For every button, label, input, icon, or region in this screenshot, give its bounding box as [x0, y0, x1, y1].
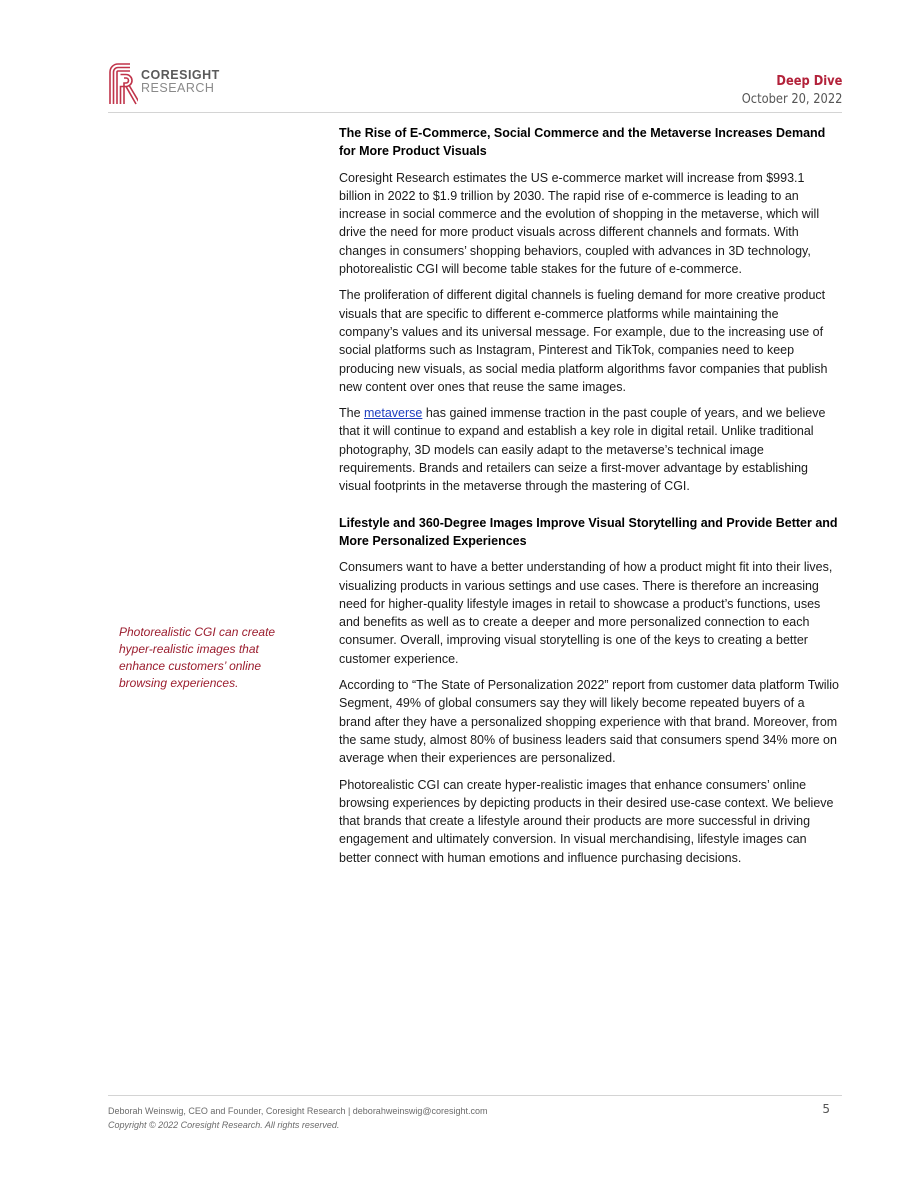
footer-author-line: Deborah Weinswig, CEO and Founder, Coresight Research | deborahweinswig@coresight.com — [108, 1106, 488, 1116]
coresight-logo-mark-icon — [108, 60, 138, 106]
paragraph-personalization-report: According to “The State of Personalization 2022” report from customer data platform Twilio Segment, 49% of global consumers say they will likely become repeated buyers of a brand after they have a personalized shopping experience with that brand. Moreover, from the same study, almost 80% of business leaders said that consumers spend 34% more on average when their experiences are personalized. — [339, 678, 840, 766]
metaverse-link[interactable]: metaverse — [364, 406, 423, 421]
paragraph-ecommerce-estimate: Coresight Research estimates the US e-commerce market will increase from $993.1 billion in 2022 to $1.9 trillion by 2030. The rapid rise of e-commerce is leading to an increase in social commerce and the evolution of shopping in the metaverse, which will drive the need for more product visuals across different channels and formats. With changes in consumers’ shopping behaviors, coupled with advances in 3D technology, photorealistic CGI will become table stakes for the future of e-commerce. — [339, 170, 820, 277]
footer — [108, 1105, 488, 1132]
paragraph-consumer-understanding: Consumers want to have a better understanding of how a product might fit into their lives, visualizing products in various settings and use cases. There is therefore an increasing need for higher-quality lifestyle images in retail to showcase a product’s functions, uses and benefits as well as to create a deeper and more personalized connection to each consumer. Overall, improving visual storytelling is one of the keys to creating a better customer experience. — [339, 560, 833, 666]
paragraph-metaverse — [339, 404, 839, 495]
document-type: Deep Dive — [775, 73, 842, 89]
footer-copyright: Copyright © 2022 Coresight Research. All rights reserved. — [108, 1119, 340, 1130]
page-number: 5 — [822, 1102, 830, 1116]
header-divider — [108, 112, 842, 113]
metaverse-para-body: has gained immense traction in the past couple of years, and we believe that it will continue to expand and establish a key role in digital retail. Unlike traditional photography, 3D models can easily adapt to the metaverse’s technical image requirements. Brands and retailers can seize a first-mover advantage by establishing visual footprints in the metaverse through the mastering of CGI. — [339, 406, 826, 494]
document-date: October 20, 2022 — [741, 91, 842, 107]
paragraph-digital-channels: The proliferation of different digital channels is fueling demand for more creative product visuals that are specific to different e-commerce platforms while maintaining the company’s values and its universal message. For example, due to the increasing use of social platforms such as Instagram, Pinterest and TikTok, companies need to keep producing new visuals, as social media platform algorithms favor companies that publish new content over ones that reuse the same images. — [339, 288, 828, 394]
main-content — [339, 124, 839, 875]
metaverse-para-lead: The — [339, 406, 365, 421]
header-meta — [724, 72, 842, 108]
section-heading-ecommerce: The Rise of E-Commerce, Social Commerce and the Metaverse Increases Demand for More Product Visuals — [339, 126, 826, 159]
logo-wordmark-top: CORESIGHT — [141, 68, 220, 82]
sidebar-callout: Photorealistic CGI can create hyper-realistic images that enhance customers’ online browsing experiences. — [119, 625, 276, 690]
section-heading-lifestyle: Lifestyle and 360-Degree Images Improve Visual Storytelling and Provide Better and More Personalized Experiences — [339, 515, 838, 548]
footer-divider — [108, 1095, 842, 1096]
logo-wordmark-bottom: RESEARCH — [141, 81, 215, 95]
coresight-logo — [108, 60, 238, 108]
paragraph-photorealistic-cgi: Photorealistic CGI can create hyper-realistic images that enhance consumers’ online browsing experiences by depicting products in their desired use-case context. We believe that brands that create a lifestyle around their products are more successful in driving engagement and ultimately conversion. In visual merchandising, lifestyle images can better connect with human emotions and influence purchasing decisions. — [339, 777, 834, 865]
